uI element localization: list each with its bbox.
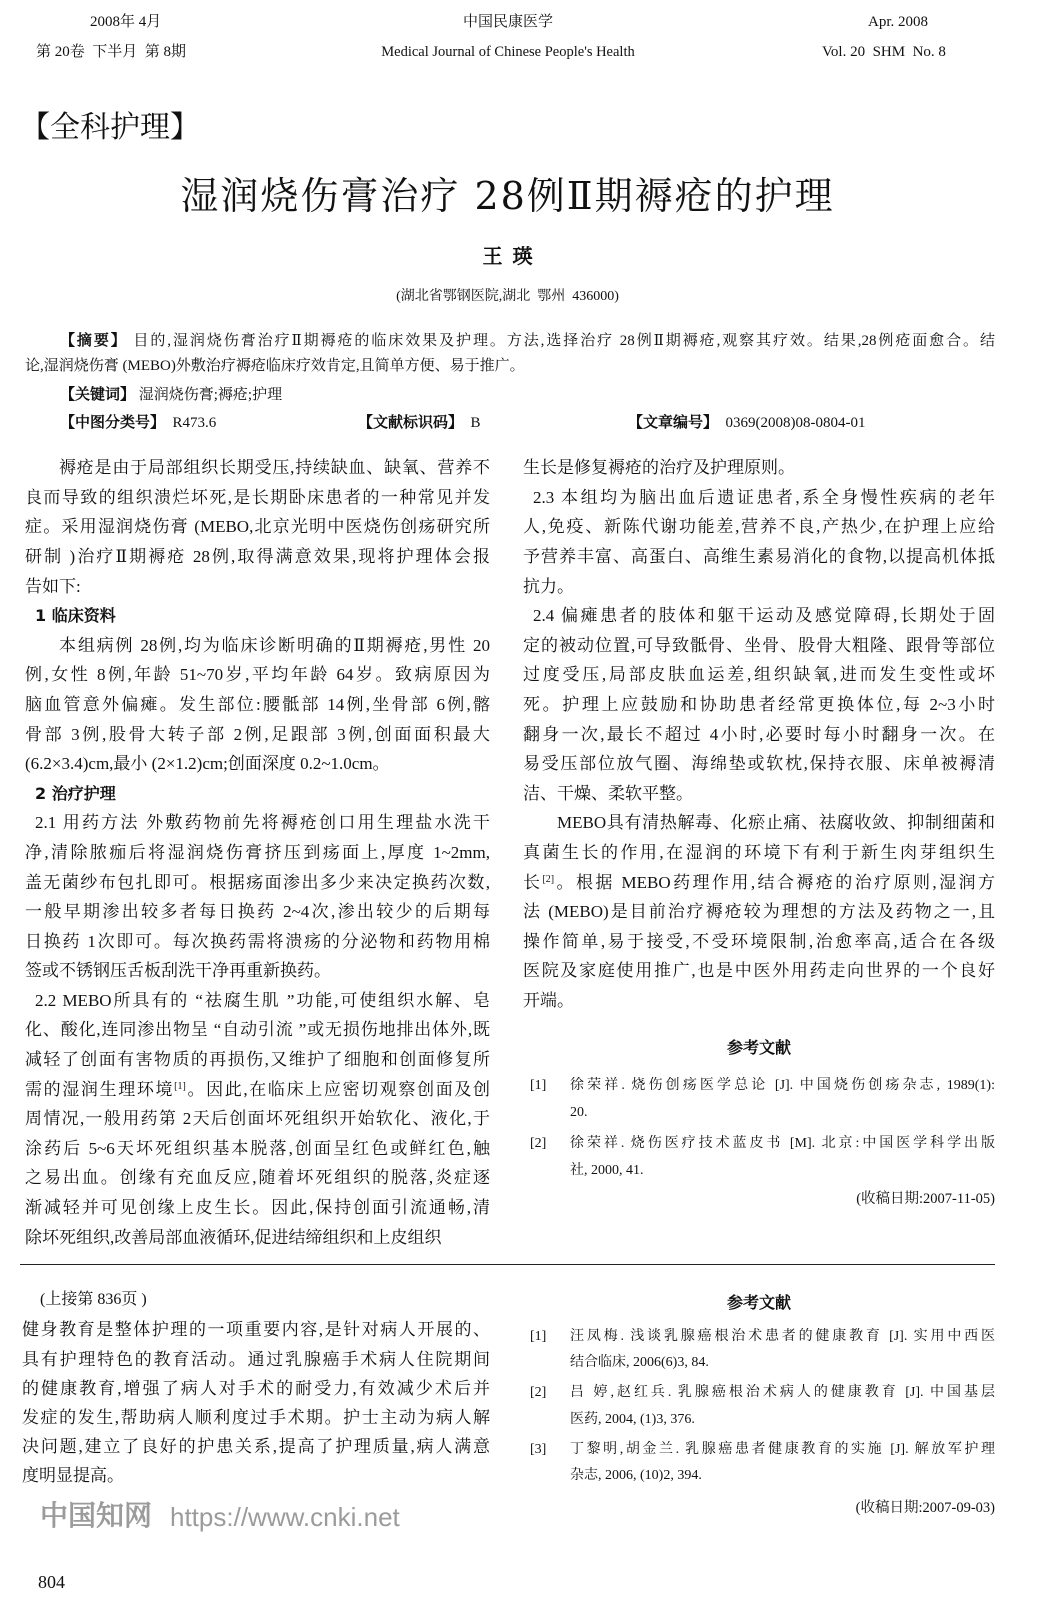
continued-from-note: (上接第 836页 ) — [40, 1291, 147, 1308]
journal-name-cn: 中国民康医学 — [462, 14, 553, 30]
received-date: (收稿日期:2007-11-05) — [856, 1190, 995, 1207]
body-text-line: 死。护理上应鼓励和协助患者经常更换体位,每 2~3小时 — [523, 694, 995, 714]
section-divider — [20, 1264, 995, 1265]
reference-number: [2] — [530, 1385, 547, 1401]
abstract-text: 论,湿润烧伤膏 (MEBO)外敷治疗褥疮临床疗效肯定,且简单方便、易于推广。 — [25, 358, 525, 374]
body-text-line: 脑血管意外偏瘫。发生部位:腰骶部 14例,坐骨部 6例,髂 — [25, 694, 490, 714]
body-text-line: 度明显提高。 — [22, 1466, 124, 1486]
body-text-line: 症。采用湿润烧伤膏 (MEBO,北京光明中医烧伤创疡研究所 — [25, 517, 490, 537]
body-text-line: 健身教育是整体护理的一项重要内容,是针对病人开展的、 — [22, 1320, 490, 1340]
body-text-segment: 。因此,在临床上应密切观察创面及创 — [185, 1079, 490, 1099]
clc-value: R473.6 — [172, 415, 217, 431]
document-code — [358, 409, 481, 436]
citation-marker: [1] — [174, 1080, 186, 1092]
body-text-line: 过度受压,局部皮肤血运差,组织缺氧,进而发生变性或坏 — [523, 665, 995, 685]
body-text-line: 翻身一次,最长不超过 4小时,必要时每小时翻身一次。在 — [523, 724, 995, 744]
reference-text-line: 20. — [570, 1104, 588, 1120]
reference-item — [530, 1130, 995, 1184]
body-text-line: 研制 )治疗Ⅱ期褥疮 28例,取得满意效果,现将护理体会报 — [25, 546, 490, 566]
body-text-line — [25, 1075, 490, 1105]
keywords-line — [60, 381, 282, 408]
body-text-line: 洁、干燥、柔软平整。 — [523, 783, 693, 803]
author-name: 王 瑛 — [482, 246, 533, 268]
body-text-line: 的健康教育,增强了病人对手术的耐受力,有效减少术后并 — [22, 1378, 490, 1398]
body-text-line: 良而导致的组织溃烂坏死,是长期卧床患者的一种常见并发 — [25, 487, 490, 507]
reference-text-line: 结合临床, 2006(6)3, 84. — [570, 1355, 709, 1371]
body-text-line: 化、酸化,连同渗出物呈 “自动引流 ”或无损伤地排出体外,既 — [25, 1020, 490, 1040]
body-text-line: 涂药后 5~6天坏死组织基本脱落,创面呈红色或鲜红色,触 — [25, 1138, 490, 1158]
article-number-value: 0369(2008)08-0804-01 — [725, 415, 866, 431]
cnki-watermark-url: https://www.cnki.net — [170, 1502, 400, 1532]
references-list — [530, 1072, 995, 1188]
body-text-line: 2.3 本组均为脑出血后遗证患者,系全身慢性疾病的老年 — [533, 487, 995, 507]
reference-text-line: 徐荣祥. 烧伤医疗技术蓝皮书 [M]. 北京:中国医学科学出版 — [570, 1135, 995, 1151]
body-text-line: 操作简单,易于接受,不受环境限制,治愈率高,适合在各级 — [523, 931, 995, 951]
received-date: (收稿日期:2007-09-03) — [855, 1500, 995, 1516]
header-date: 2008年 4月 — [90, 14, 162, 30]
body-text-line — [523, 868, 995, 898]
body-text-line: 本组病例 28例,均为临床诊断明确的Ⅱ期褥疮,男性 20 — [59, 635, 490, 655]
body-text-line: 人,免疫、新陈代谢功能差,营养不良,产热少,在护理上应给 — [523, 517, 995, 537]
body-text-line: 具有护理特色的教育活动。通过乳腺癌手术病人住院期间 — [22, 1349, 490, 1369]
header-volume-issue-en: Vol. 20 SHM No. 8 — [822, 44, 946, 60]
continued-text-column — [22, 1315, 490, 1490]
article-title: 湿润烧伤膏治疗 28例Ⅱ期褥疮的护理 — [180, 174, 835, 218]
reference-text-line: 徐荣祥. 烧伤创疡医学总论 [J]. 中国烧伤创疡杂志, 1989(1): — [570, 1077, 995, 1093]
body-text-line: 之易出血。创缘有充血反应,随着坏死组织的脱落,炎症逐 — [25, 1168, 490, 1188]
clc-number — [60, 409, 216, 436]
body-text-line: 例,女性 8例,年龄 51~70岁,平均年龄 64岁。致病原因为 — [25, 665, 490, 685]
section-heading: 1 临床资料 — [35, 606, 116, 626]
body-text-line: 抗力。 — [523, 576, 574, 596]
document-code-value: B — [470, 415, 481, 431]
references-heading: 参考文献 — [726, 1038, 791, 1057]
header-volume-issue: 第 20卷 下半月 第 8期 — [36, 44, 187, 60]
reference-text-line: 杂志, 2006, (10)2, 394. — [570, 1468, 702, 1484]
references-list — [530, 1324, 995, 1494]
references-heading: 参考文献 — [726, 1293, 791, 1312]
body-text-line: 2.4 偏瘫患者的肢体和躯干运动及感觉障碍,长期处于固 — [533, 606, 995, 626]
reference-number: [1] — [530, 1077, 547, 1093]
abstract-line — [25, 353, 995, 379]
reference-item — [530, 1380, 995, 1433]
body-text-line: MEBO具有清热解毒、化瘀止痛、祛腐收敛、抑制细菌和 — [557, 813, 995, 833]
body-text-line: 法 (MEBO)是目前治疗褥疮较为理想的方法及药物之一,且 — [523, 902, 995, 922]
abstract-text: 目的,湿润烧伤膏治疗Ⅱ期褥疮的临床效果及护理。方法,选择治疗 28例Ⅱ期褥疮,观察其疗效。结果,28例疮面愈合。结 — [133, 333, 995, 349]
article-number — [628, 409, 866, 436]
body-text-line: 发症的发生,帮助病人顺利度过手术期。护士主动为病人解 — [22, 1407, 490, 1427]
body-text-line: 真菌生长的作用,在湿润的环境下有利于新生肉芽组织生 — [523, 842, 995, 862]
body-text-line: 决问题,建立了良好的护患关系,提高了护理质量,病人满意 — [22, 1437, 490, 1457]
body-text-line: 告如下: — [25, 576, 81, 596]
reference-text-line: 社, 2000, 41. — [570, 1162, 644, 1178]
body-text-line: 予营养丰富、高蛋白、高维生素易消化的食物,以提高机体抵 — [523, 546, 995, 566]
body-text-line: 净,清除脓痂后将湿润烧伤膏挤压到疡面上,厚度 1~2mm, — [25, 842, 490, 862]
abstract-line — [25, 327, 995, 354]
citation-marker: [2] — [542, 873, 555, 885]
body-left-column — [25, 453, 490, 1252]
keywords-value: 湿润烧伤膏;褥疮;护理 — [138, 387, 283, 403]
document-code-label: 【文献标识码】 — [358, 413, 464, 431]
page-number: 804 — [38, 1572, 65, 1592]
abstract-label: 【摘要】 — [60, 331, 128, 349]
body-text-line: 生长是修复褥疮的治疗及护理原则。 — [523, 458, 795, 478]
body-text-line: 一般早期渗出较多者每日换药 2~4次,渗出较少的后期每 — [25, 902, 490, 922]
article-number-label: 【文章编号】 — [628, 413, 719, 431]
journal-name-en: Medical Journal of Chinese People's Health — [381, 44, 635, 60]
reference-item — [530, 1437, 995, 1490]
reference-number: [2] — [530, 1135, 547, 1151]
body-text-line: 褥疮是由于局部组织长期受压,持续缺血、缺氧、营养不 — [59, 458, 490, 478]
reference-text-line: 丁黎明,胡金兰. 乳腺癌患者健康教育的实施 [J]. 解放军护理 — [570, 1441, 995, 1457]
body-text-segment: 需的湿润生理环境 — [25, 1079, 175, 1099]
author-affiliation: (湖北省鄂钢医院,湖北 鄂州 436000) — [396, 289, 619, 304]
body-text-line: 签或不锈钢压舌板刮洗干净再重新换药。 — [25, 961, 331, 981]
body-text-line: 2.1 用药方法 外敷药物前先将褥疮创口用生理盐水洗干 — [35, 813, 490, 833]
header-date-en: Apr. 2008 — [868, 14, 928, 30]
clc-label: 【中图分类号】 — [60, 413, 166, 431]
body-right-column — [523, 453, 995, 1015]
body-text-line: 减轻了创面有害物质的再损伤,又维护了细胞和创面修复所 — [25, 1050, 490, 1070]
body-text-line: 骨部 3例,股骨大转子部 2例,足跟部 3例,创面面积最大 — [25, 724, 490, 744]
body-text-line: 周情况,一般用药第 2天后创面坏死组织开始软化、液化,于 — [25, 1109, 490, 1129]
body-text-line: 盖无菌纱布包扎即可。根据疡面渗出多少来决定换药次数, — [25, 872, 490, 892]
body-text-line: (6.2×3.4)cm,最小 (2×1.2)cm;创面深度 0.2~1.0cm。 — [25, 754, 390, 774]
body-text-segment: 长 — [523, 872, 543, 892]
section-tag: 【全科护理】 — [20, 110, 200, 145]
section-heading: 2 治疗护理 — [35, 783, 116, 803]
reference-text-line: 吕 婷,赵红兵. 乳腺癌根治术病人的健康教育 [J]. 中国基层 — [570, 1385, 995, 1401]
body-text-line: 日换药 1次即可。每次换药需将溃疡的分泌物和药物用棉 — [25, 931, 490, 951]
body-text-segment: 。根据 MEBO药理作用,结合褥疮的治疗原则,湿润方 — [554, 872, 995, 892]
body-text-line: 定的被动位置,可导致骶骨、坐骨、股骨大粗隆、跟骨等部位 — [523, 635, 995, 655]
body-text-line: 医院及家庭使用推广,也是中医外用药走向世界的一个良好 — [523, 961, 995, 981]
reference-text-line: 汪凤梅. 浅谈乳腺癌根治术患者的健康教育 [J]. 实用中西医 — [570, 1328, 995, 1344]
body-text-line: 易受压部位放气圈、海绵垫或软枕,保持衣服、床单被褥清 — [523, 754, 995, 774]
reference-number: [3] — [530, 1441, 547, 1457]
reference-number: [1] — [530, 1328, 547, 1344]
reference-item — [530, 1072, 995, 1126]
body-text-line: 2.2 MEBO所具有的 “祛腐生肌 ”功能,可使组织水解、皂 — [35, 990, 490, 1010]
reference-text-line: 医药, 2004, (1)3, 376. — [570, 1411, 695, 1427]
reference-item — [530, 1324, 995, 1377]
body-text-line: 除坏死组织,改善局部血液循环,促进结缔组织和上皮组织 — [25, 1227, 442, 1247]
keywords-label: 【关键词】 — [60, 385, 136, 403]
cnki-watermark-logo: 中国知网 — [40, 1499, 153, 1532]
body-text-line: 渐减轻并可见创缘上皮生长。因此,保持创面引流通畅,清 — [25, 1198, 490, 1218]
body-text-line: 开端。 — [523, 990, 574, 1010]
